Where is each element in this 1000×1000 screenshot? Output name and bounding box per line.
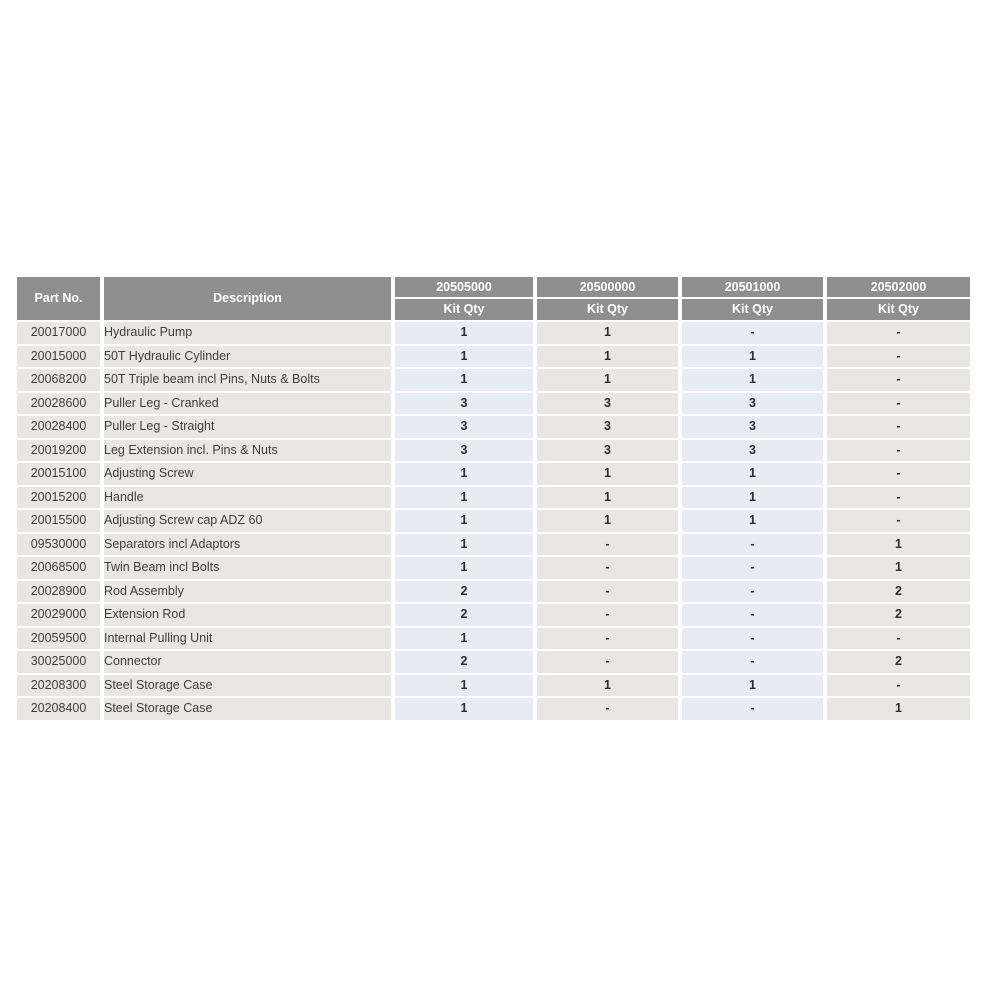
cell-kit-qty: - [682, 651, 827, 675]
cell-kit-qty: 3 [395, 440, 537, 464]
cell-description: Connector [104, 651, 395, 675]
cell-kit-qty: - [682, 581, 827, 605]
table-row [17, 346, 970, 370]
table-row [17, 581, 970, 605]
cell-kit-qty: - [537, 581, 682, 605]
cell-part-no: 20029000 [17, 604, 104, 628]
cell-part-no: 09530000 [17, 534, 104, 558]
cell-kit-qty: - [682, 628, 827, 652]
cell-kit-qty: - [682, 698, 827, 722]
col-header-kit-4: 20502000 [827, 277, 970, 299]
table-row [17, 463, 970, 487]
table-row [17, 557, 970, 581]
cell-kit-qty: - [827, 463, 970, 487]
cell-description: Puller Leg - Straight [104, 416, 395, 440]
table-row [17, 604, 970, 628]
cell-kit-qty: 3 [395, 416, 537, 440]
cell-part-no: 20208400 [17, 698, 104, 722]
cell-kit-qty: - [827, 675, 970, 699]
cell-part-no: 30025000 [17, 651, 104, 675]
cell-description: Adjusting Screw cap ADZ 60 [104, 510, 395, 534]
cell-part-no: 20028600 [17, 393, 104, 417]
cell-kit-qty: 1 [827, 557, 970, 581]
cell-description: Hydraulic Pump [104, 322, 395, 346]
table-row [17, 322, 970, 346]
cell-kit-qty: - [537, 534, 682, 558]
col-header-kit-3: 20501000 [682, 277, 827, 299]
cell-kit-qty: 3 [682, 393, 827, 417]
cell-description: Separators incl Adaptors [104, 534, 395, 558]
cell-kit-qty: - [827, 416, 970, 440]
cell-part-no: 20068500 [17, 557, 104, 581]
col-header-kit-2: 20500000 [537, 277, 682, 299]
cell-part-no: 20015000 [17, 346, 104, 370]
cell-kit-qty: 3 [537, 393, 682, 417]
subheader-kit-qty-2: Kit Qty [537, 299, 682, 322]
col-header-kit-1: 20505000 [395, 277, 537, 299]
cell-kit-qty: - [682, 534, 827, 558]
cell-kit-qty: 1 [537, 487, 682, 511]
cell-kit-qty: 1 [537, 510, 682, 534]
table-row [17, 534, 970, 558]
cell-kit-qty: - [682, 557, 827, 581]
cell-kit-qty: - [827, 393, 970, 417]
cell-description: 50T Triple beam incl Pins, Nuts & Bolts [104, 369, 395, 393]
cell-kit-qty: 1 [537, 463, 682, 487]
cell-kit-qty: - [827, 440, 970, 464]
cell-part-no: 20019200 [17, 440, 104, 464]
cell-kit-qty: 1 [682, 510, 827, 534]
parts-kit-table [17, 277, 970, 722]
table-row [17, 416, 970, 440]
cell-kit-qty: 1 [537, 346, 682, 370]
cell-kit-qty: 1 [395, 675, 537, 699]
cell-description: Adjusting Screw [104, 463, 395, 487]
table-header [17, 277, 970, 322]
cell-kit-qty: 1 [395, 510, 537, 534]
cell-kit-qty: 1 [395, 346, 537, 370]
table-row [17, 510, 970, 534]
cell-description: Extension Rod [104, 604, 395, 628]
subheader-kit-qty-3: Kit Qty [682, 299, 827, 322]
cell-part-no: 20015200 [17, 487, 104, 511]
cell-part-no: 20068200 [17, 369, 104, 393]
cell-description: Leg Extension incl. Pins & Nuts [104, 440, 395, 464]
cell-description: Steel Storage Case [104, 675, 395, 699]
cell-kit-qty: - [682, 604, 827, 628]
cell-kit-qty: 3 [537, 440, 682, 464]
cell-kit-qty: 2 [827, 651, 970, 675]
cell-kit-qty: - [537, 604, 682, 628]
cell-kit-qty: - [537, 557, 682, 581]
cell-kit-qty: 1 [682, 346, 827, 370]
cell-kit-qty: - [682, 322, 827, 346]
cell-kit-qty: 1 [827, 698, 970, 722]
cell-part-no: 20015100 [17, 463, 104, 487]
cell-kit-qty: 1 [395, 698, 537, 722]
cell-kit-qty: 1 [682, 463, 827, 487]
cell-kit-qty: 1 [827, 534, 970, 558]
cell-description: 50T Hydraulic Cylinder [104, 346, 395, 370]
table-row [17, 440, 970, 464]
table-body [17, 322, 970, 722]
cell-part-no: 20028400 [17, 416, 104, 440]
table-row [17, 651, 970, 675]
table-row [17, 393, 970, 417]
cell-kit-qty: 2 [827, 581, 970, 605]
cell-kit-qty: 1 [395, 534, 537, 558]
cell-kit-qty: 1 [395, 463, 537, 487]
cell-kit-qty: - [827, 346, 970, 370]
cell-part-no: 20059500 [17, 628, 104, 652]
cell-description: Handle [104, 487, 395, 511]
subheader-kit-qty-4: Kit Qty [827, 299, 970, 322]
cell-kit-qty: 3 [537, 416, 682, 440]
col-header-part-no: Part No. [17, 277, 104, 322]
cell-part-no: 20208300 [17, 675, 104, 699]
cell-kit-qty: 2 [395, 604, 537, 628]
table-row [17, 487, 970, 511]
cell-kit-qty: - [537, 698, 682, 722]
cell-part-no: 20015500 [17, 510, 104, 534]
cell-kit-qty: 3 [682, 440, 827, 464]
cell-kit-qty: 1 [537, 369, 682, 393]
cell-kit-qty: - [537, 651, 682, 675]
cell-kit-qty: - [827, 510, 970, 534]
cell-kit-qty: 1 [537, 322, 682, 346]
cell-kit-qty: 1 [395, 487, 537, 511]
cell-kit-qty: 1 [395, 628, 537, 652]
cell-kit-qty: 1 [682, 487, 827, 511]
cell-kit-qty: - [827, 628, 970, 652]
cell-kit-qty: 1 [395, 322, 537, 346]
cell-kit-qty: 3 [682, 416, 827, 440]
cell-description: Rod Assembly [104, 581, 395, 605]
col-header-description: Description [104, 277, 395, 322]
cell-kit-qty: 1 [537, 675, 682, 699]
cell-kit-qty: 1 [395, 369, 537, 393]
subheader-kit-qty-1: Kit Qty [395, 299, 537, 322]
cell-kit-qty: - [537, 628, 682, 652]
cell-description: Internal Pulling Unit [104, 628, 395, 652]
cell-kit-qty: - [827, 369, 970, 393]
table-row [17, 628, 970, 652]
cell-part-no: 20028900 [17, 581, 104, 605]
cell-description: Puller Leg - Cranked [104, 393, 395, 417]
cell-description: Steel Storage Case [104, 698, 395, 722]
table-row [17, 698, 970, 722]
cell-kit-qty: 2 [395, 651, 537, 675]
cell-kit-qty: 2 [827, 604, 970, 628]
cell-part-no: 20017000 [17, 322, 104, 346]
table-row [17, 369, 970, 393]
cell-kit-qty: 2 [395, 581, 537, 605]
header-row-kits [17, 277, 970, 299]
cell-kit-qty: 1 [682, 369, 827, 393]
cell-description: Twin Beam incl Bolts [104, 557, 395, 581]
cell-kit-qty: 1 [682, 675, 827, 699]
cell-kit-qty: - [827, 322, 970, 346]
table-row [17, 675, 970, 699]
cell-kit-qty: 3 [395, 393, 537, 417]
cell-kit-qty: - [827, 487, 970, 511]
cell-kit-qty: 1 [395, 557, 537, 581]
